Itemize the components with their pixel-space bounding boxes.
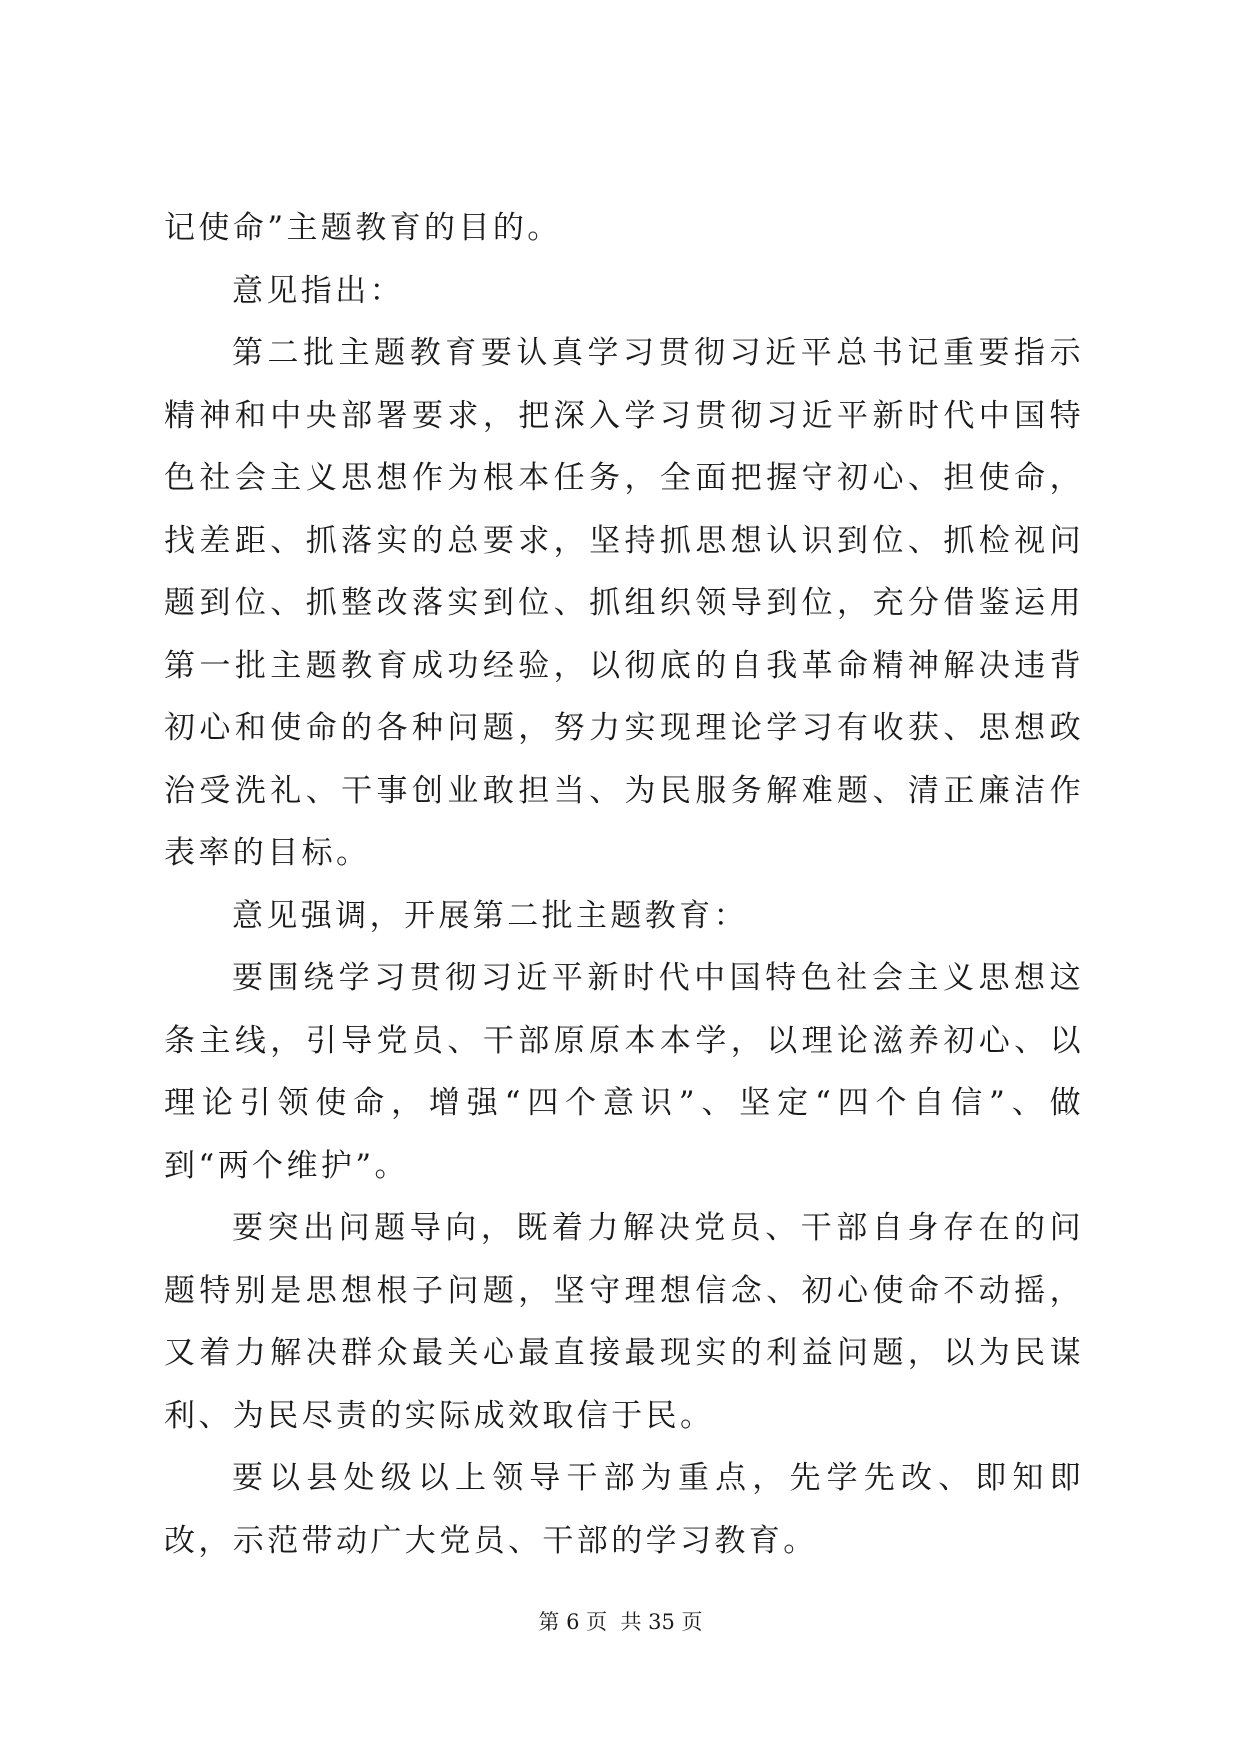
- document-body: [164, 197, 1084, 1572]
- paragraph-3: 第二批主题教育要认真学习贯彻习近平总书记重要指示精神和中央部署要求，把深入学习贯彻习近平新时代中国特色社会主义思想作为根本任务，全面把握守初心、担使命，找差距、抓落实的总要求，坚持抓思想认识到位、抓检视问题到位、抓整改落实到位、抓组织领导到位，充分借鉴运用第一批主题教育成功经验，以彻底的自我革命精神解决违背初心和使命的各种问题，努力实现理论学习有收获、思想政治受洗礼、干事创业敢担当、为民服务解难题、清正廉洁作表率的目标。: [164, 335, 1084, 871]
- paragraph-4: 意见强调，开展第二批主题教育：: [232, 897, 748, 934]
- paragraph-7: 要以县处级以上领导干部为重点，先学先改、即知即改，示范带动广大党员、干部的学习教育。: [164, 1460, 1084, 1559]
- paragraph-6: 要突出问题导向，既着力解决党员、干部自身存在的问题特别是思想根子问题，坚守理想信念、初心使命不动摇，又着力解决群众最关心最直接最现实的利益问题，以为民谋利、为民尽责的实际成效取信于民。: [164, 1210, 1084, 1434]
- paragraph-5: 要围绕学习贯彻习近平新时代中国特色社会主义思想这条主线，引导党员、干部原原本本学，以理论滋养初心、以理论引领使命，增强“四个意识”、坚定“四个自信”、做到“两个维护”。: [164, 960, 1084, 1184]
- paragraph-1: 记使命”主题教育的目的。: [164, 210, 562, 246]
- paragraph-2: 意见指出：: [232, 272, 404, 309]
- page-footer: [0, 1606, 1241, 1636]
- page-number-label: 第 6 页 共 35 页: [538, 1610, 703, 1634]
